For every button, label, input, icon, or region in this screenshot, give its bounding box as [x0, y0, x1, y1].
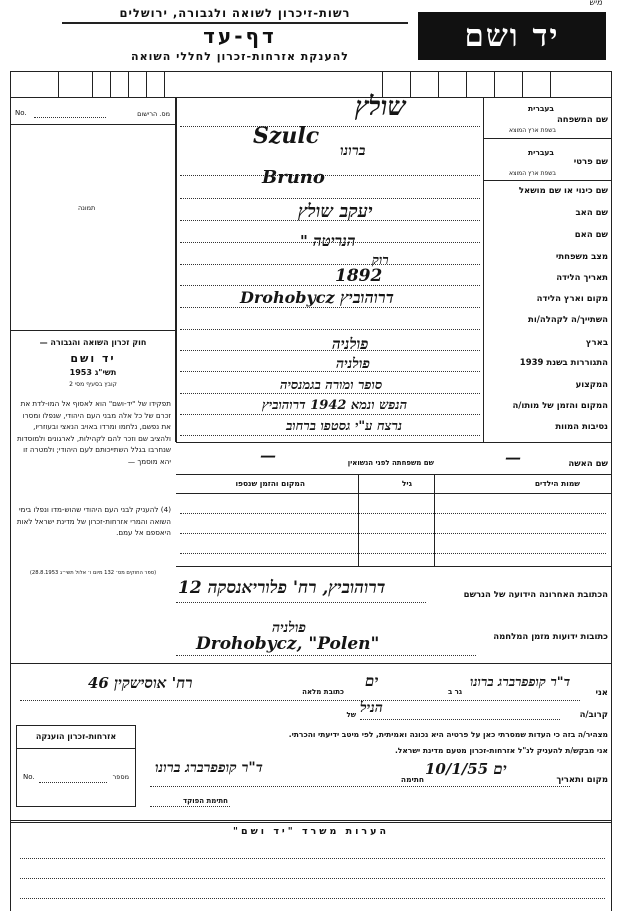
reg-number-no: No. [15, 109, 27, 117]
entry-country: פולניה [332, 335, 369, 353]
label-relation: קרוב/ה [579, 710, 608, 720]
entry-last-address: דרוהוביץ, רח' פלוריאנסקה 12 [178, 578, 386, 598]
label-community: השתייך/ה לקהלה/ות [528, 315, 608, 325]
label-of: של [346, 711, 356, 719]
children-col-age: גיל [401, 479, 412, 488]
reg-number-label: מס. הרישום [137, 110, 170, 118]
entry-full-address: רח' אוסישקין 46 [88, 674, 193, 692]
entry-father: יעקב שולץ [298, 201, 373, 222]
label-death-circumstances: נסיבות המוות [555, 422, 608, 432]
entry-mother: הנריטה " [300, 232, 356, 250]
certificate-box [16, 725, 136, 807]
entry-family-hebrew: שולץ [355, 92, 406, 122]
entry-marital: רוק [372, 253, 389, 268]
authority-name: רשות-זיכרון לשואה ולגבורה, ירושלים [119, 6, 351, 20]
law-name: יד ושם [70, 352, 116, 365]
law-text-2: (4) להעניק לבני העם היהודי שהוש-מדו ונפלו בימי השואה והמרי אזרחות-זכרון של מדינת ישראל לאות היאספם אל עמם. [16, 505, 171, 537]
entry-death-place-time: הנפש ונמא 1942 דרוהוביץ [262, 398, 408, 413]
entry-birth-place: Drohobycz דרוהוביץ [240, 288, 394, 307]
label-profession: המקצוע [575, 380, 608, 390]
logo-text: יד ושם [464, 18, 560, 54]
label-wife: שם האשה [568, 459, 608, 469]
label-origin-lang-1: בשפת ארץ המוצא [508, 127, 556, 134]
entry-signature: ד"ר קופפרברג ברונו [155, 760, 263, 776]
law-text-1: תפקידו של "יד-ושם" הוא לאסוף אל המו-לדת את זכרם של כל אלה מבני העם היהודי, שנפלו ומסרו את נפשם, נלחמו ומרדו באויב הנאצי ובעוזריו, ולהציב שם וזכר להם לקהילות, לארגונים ולמוסדות שנחרבו בגלל השתייכותם לעם היהודי; ולמטרה זו יהא מוסמך — [16, 399, 171, 466]
children-col-names: שמות הילדים [534, 479, 580, 488]
form-subtitle: להענקת אזרחות-זכרון לחללי השואה [131, 50, 349, 63]
label-nickname: שם כינוי או שם מושאל [518, 186, 608, 196]
certificate-title: אזרחות-זכרון הוענקה [35, 732, 117, 741]
label-ani: אני [595, 688, 608, 698]
label-father: שם האב [575, 208, 608, 218]
label-first-name: שם פרטי [573, 157, 608, 167]
entry-first-latin: Bruno [262, 167, 325, 188]
label-place-date: מקום ותאריך [556, 775, 608, 785]
entry-ani: ד"ר קופפרברג ברונו [470, 675, 571, 690]
entry-profession: סופר ומורה בגמנסיה [280, 378, 383, 393]
label-last-address: הכתובת האחרונה הידועה של הנרשם [463, 590, 608, 600]
label-country: בארץ [585, 338, 608, 348]
label-resides: גר ב [447, 688, 462, 696]
entry-maiden: — [260, 446, 276, 465]
certificate-number-label: מספר [112, 773, 129, 781]
label-in-hebrew-2: בעברית [528, 148, 554, 157]
yad-vashem-logo [418, 12, 606, 60]
entry-place-date: ים 10/1/55 [425, 760, 507, 778]
entry-wartime-2: Drohobycz, "Polen" [196, 634, 380, 654]
entry-relation: הניל [360, 700, 383, 716]
label-signature: חתימה [400, 775, 424, 784]
law-title: חוק זכרון השואה והגבורה — [39, 338, 147, 347]
label-residence-1939: התגוררות בשנת 1939 [519, 358, 608, 368]
children-col-place: המקום והזמן שנספו [235, 479, 305, 488]
law-year: תשי"ג 1953 [69, 368, 117, 377]
entry-residence: פולניה [336, 356, 371, 372]
law-section: קובץ בסעיף מסי 2 [69, 381, 117, 388]
label-in-hebrew-1: בעברית [528, 104, 554, 113]
entry-wife: — [505, 448, 521, 467]
label-family-name: שם המשפחה [556, 115, 608, 125]
entry-birth-date: 1892 [335, 266, 383, 286]
law-source: (ספר החוקים מס׳ 132 מיום ו׳ אלול תשי״ג 28.8.1953) [29, 570, 157, 576]
entry-first-hebrew: ברונו [340, 143, 366, 159]
entry-death-circumstances: נרצח ע"י גסטפו ברחוב [286, 419, 403, 434]
declaration-statement: מצהיר/ה בזה כי העדות שמסרתי כאן על פרטיה היא נכונה ואמיתית, לפי מיטב ידיעתי והכרתי. [288, 730, 608, 739]
form-title: דף-עד [203, 24, 277, 48]
label-full-address: כתובת מלאה [302, 688, 344, 696]
entry-family-latin: Szulc [253, 123, 320, 149]
certificate-no: No. [23, 773, 35, 781]
label-origin-lang-2: בשפת ארץ המוצא [508, 170, 556, 177]
label-wartime-address: כתובות ידועות מזמן המלחמה [493, 632, 608, 642]
photo-label: תמונה [78, 204, 96, 212]
entry-resides: ים [365, 672, 379, 690]
label-birth-date: תאריך הלידה [556, 273, 608, 283]
label-birth-place: מקום וארץ הלידה [536, 294, 608, 304]
label-death-place-time: המקום והזמן של מותו/ה [512, 401, 608, 411]
declaration-request: אני מבקש/ת להעניק לנ"ל אזרחות-זכרון מטעם מדינת ישראל. [394, 746, 608, 755]
label-marital: מצב משפחתי [555, 252, 608, 262]
label-mother: שם האם [574, 230, 608, 240]
label-maiden-name: שם משפחתה לפני הנשואין [347, 459, 434, 467]
entry-wartime-1: פולניה [272, 620, 307, 636]
top-corner-mark: מיש [589, 0, 602, 7]
office-notes-title: הערות משרד "יד ושם" [233, 826, 389, 837]
label-inspector: חתימת הפוקד [182, 797, 228, 805]
